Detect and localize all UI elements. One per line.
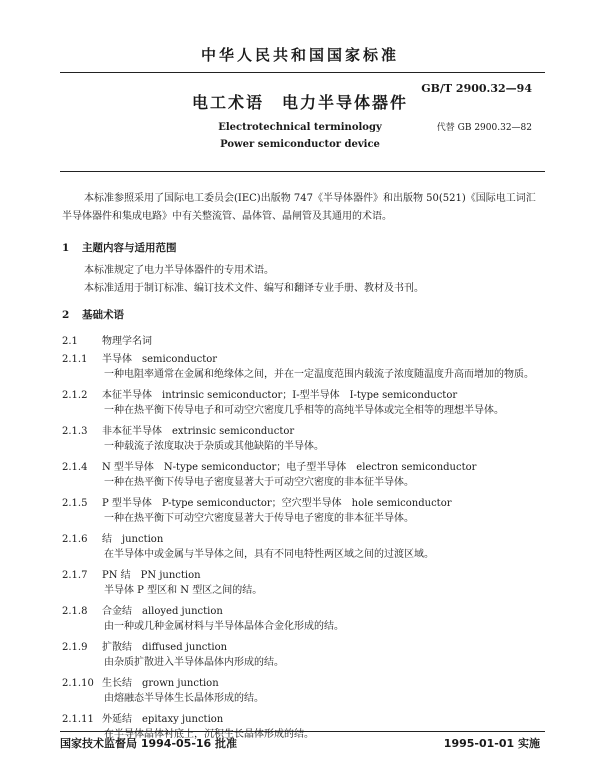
replaces-note: 代替 GB 2900.32—82 [436,123,532,133]
term-entry [62,638,227,653]
term-text: 外延结 epitaxy junction [102,714,224,725]
term-number: 2.1.11 [62,714,94,725]
term-number: 2.1.5 [62,498,88,509]
term-definition: 一种在热平衡下传导电子密度显著大于可动空穴密度的非本征半导体。 [104,477,414,488]
term-entry [62,710,223,725]
term-definition: 由一种或几种金属材料与半导体晶体合金化形成的结。 [104,621,344,632]
term-text: 物理学名词 [102,336,152,347]
term-entry [62,386,457,401]
section-number: 1 [62,242,70,254]
term-text: P 型半导体 P-type semiconductor；空穴型半导体 hole semiconductor [102,498,452,509]
term-number: 2.1.6 [62,534,88,545]
section-title: 主题内容与适用范围 [82,242,177,254]
term-definition: 由杂质扩散进入半导体晶体内形成的结。 [104,657,284,668]
term-number: 2.1.1 [62,354,88,365]
term-definition: 一种电阻率通常在金属和绝缘体之间，并在一定温度范围内载流子浓度随温度升高而增加的物质。 [104,369,534,380]
header-rule [60,72,545,73]
term-text: N 型半导体 N-type semiconductor；电子型半导体 electron semiconductor [102,462,477,473]
footer-rule [60,731,545,732]
term-entry [62,458,476,473]
term-text: PN 结 PN junction [102,570,201,581]
term-number: 2.1.2 [62,390,88,401]
section-1-heading [62,240,177,255]
standard-number: GB/T 2900.32—94 [421,82,532,95]
term-text: 结 junction [102,534,164,545]
term-definition: 一种载流子浓度取决于杂质或其他缺陷的半导体。 [104,441,324,452]
section-1-paragraph-2: 本标准适用于制订标准、编订技术文件、编写和翻译专业手册、教材及书刊。 [84,283,424,294]
term-definition: 一种在热平衡下传导电子和可动空穴密度几乎相等的高纯半导体或完全相等的理想半导体。 [104,405,504,416]
term-text: 合金结 alloyed junction [102,606,223,617]
title-rule [60,171,545,172]
standard-title-en-line1: Electrotechnical terminology [218,122,382,133]
term-number: 2.1.3 [62,426,88,437]
standard-title-en-line2: Power semiconductor device [220,139,380,150]
footer-approval: 国家技术监督局 1994-05-16 批准 [60,737,238,750]
term-definition: 在半导体中或金属与半导体之间，具有不同电特性两区域之间的过渡区域。 [104,549,434,560]
section-number: 2 [62,309,70,321]
term-entry [62,422,294,437]
term-text: 生长结 grown junction [102,678,219,689]
term-definition: 由熔融态半导体生长晶体形成的结。 [104,693,264,704]
term-number: 2.1.8 [62,606,88,617]
term-number: 2.1.4 [62,462,88,473]
intro-paragraph: 本标准参照采用了国际电工委员会(IEC)出版物 747《半导体器件》和出版物 50(521)《国际电工词汇 半导体器件和集成电路》中有关整流管、晶体管、晶闸管及其通用的术语。 [62,193,546,222]
term-entry [62,566,201,581]
footer-effective-date: 1995-01-01 实施 [443,737,540,750]
term-entry [62,530,163,545]
term-definition: 半导体 P 型区和 N 型区之间的结。 [104,585,263,596]
term-number: 2.1.7 [62,570,88,581]
term-entry [62,494,452,509]
section-2-heading [62,307,124,322]
term-number: 2.1.9 [62,642,88,653]
section-1-paragraph-1: 本标准规定了电力半导体器件的专用术语。 [84,265,274,276]
term-entry [62,602,223,617]
term-number: 2.1.10 [62,678,94,689]
term-text: 非本征半导体 extrinsic semiconductor [102,426,295,437]
term-text: 本征半导体 intrinsic semiconductor；I-型半导体 I-type semiconductor [102,390,458,401]
term-number: 2.1 [62,336,78,347]
section-title: 基础术语 [82,309,124,321]
term-text: 扩散结 diffused junction [102,642,228,653]
standard-title-cn: 电工术语 电力半导体器件 [191,93,408,112]
term-definition: 一种在热平衡下可动空穴密度显著大于传导电子密度的非本征半导体。 [104,513,414,524]
term-text: 半导体 semiconductor [102,354,218,365]
term-definition: 在半导体晶体衬底上，沉积生长晶体形成的结。 [104,729,314,740]
term-entry [62,350,217,365]
term-entry [62,674,219,689]
national-standard-title: 中华人民共和国国家标准 [200,46,399,64]
term-entry [62,332,152,347]
